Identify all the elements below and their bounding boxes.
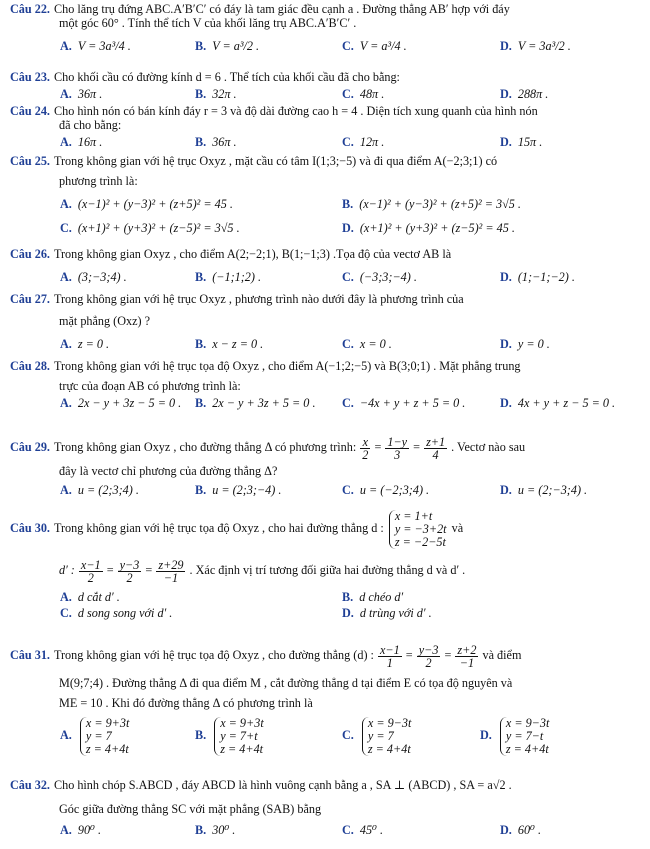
option-b[interactable]: B. (−1;1;2) . (195, 270, 262, 284)
question-text: Cho hình chóp S.ABCD , đáy ABCD là hình vuông cạnh bằng a , SA ⊥ (ABCD) , SA = a√2 . (53, 778, 512, 792)
question-label: Câu 23. (10, 70, 50, 84)
fraction-x: $\frac{x-1}{1}$ (379, 642, 400, 670)
option-c[interactable]: C. x = 0 . (342, 337, 392, 351)
question-label: Câu 27. (10, 292, 50, 306)
question-label: Câu 26. (10, 247, 50, 261)
question-label: Câu 29. (10, 440, 50, 454)
option-b[interactable]: B. 32π . (195, 87, 237, 101)
option-d[interactable]: D. d trùng với d′ . (342, 606, 432, 620)
question-23 (10, 70, 644, 102)
question-label: Câu 31. (10, 648, 50, 662)
option-b[interactable]: B. x − z = 0 . (195, 337, 264, 351)
option-a[interactable]: A. 90⁰ . (60, 823, 102, 837)
option-a[interactable]: A. (3;−3;4) . (60, 270, 127, 284)
question-22 (10, 2, 644, 54)
option-a[interactable]: A. d cắt d′ . (60, 590, 120, 604)
fraction-z: $\frac{z+29}{-1}$ (158, 557, 184, 585)
option-d[interactable]: D. x = 9−3t y = 7−t z = 4+4t (480, 715, 550, 756)
question-text: Trong không gian với hệ trục Oxyz , mặt cầu có tâm I(1;3;−5) và đi qua điểm A(−2;3;1) có (53, 154, 498, 168)
question-32 (10, 776, 644, 838)
question-text-tail: . Vectơ nào sau (451, 440, 526, 454)
question-label: Câu 24. (10, 104, 50, 118)
option-c[interactable]: C. −4x + y + z + 5 = 0 . (342, 396, 466, 410)
line-d-system: x = 1+t y = −3+2t z = −2−5t (389, 510, 447, 549)
option-c[interactable]: C. 45⁰ . (342, 823, 384, 837)
option-b[interactable]: B. 36π . (195, 135, 237, 149)
option-d[interactable]: D. (x+1)² + (y+3)² + (z−5)² = 45 . (342, 221, 515, 235)
option-a[interactable]: A. (x−1)² + (y−3)² + (z+5)² = 45 . (60, 197, 233, 211)
question-label: Câu 25. (10, 154, 50, 168)
fraction-x: $\frac{x}{2}$ (362, 434, 369, 462)
question-text: Trong không gian với hệ trục tọa độ Oxyz , cho đường thẳng (d) : (53, 648, 374, 662)
question-29: Câu 29. Trong không gian Oxyz , cho đường thẳng Δ có phương trình: $\frac{x}{2}$ = $\frac{1-y}{3}$ = $\frac{z+1}{4}$ . Vectơ nào sau đây là vectơ chỉ phương của đường thẳng Δ? A. u = (2;3;4) . B. u = (2;3;−4) . C. u = (−2;3;4) . D. u = (2;−3;4) . (10, 430, 644, 498)
option-d[interactable]: D. (1;−1;−2) . (500, 270, 575, 284)
question-28 (10, 357, 644, 411)
question-text-cont: ME = 10 . Khi đó đường thẳng Δ có phương trình là (59, 696, 313, 710)
fraction-y: $\frac{y-3}{2}$ (418, 642, 439, 670)
option-d[interactable]: D. u = (2;−3;4) . (500, 483, 588, 497)
question-26 (10, 245, 644, 285)
option-b[interactable]: B. 2x − y + 3z + 5 = 0 . (195, 396, 316, 410)
option-c[interactable]: C. (x+1)² + (y+3)² + (z−5)² = 3√5 . (60, 221, 240, 235)
option-d[interactable]: D. 4x + y + z − 5 = 0 . (500, 396, 616, 410)
question-text-cont: mặt phẳng (Oxz) ? (59, 314, 151, 328)
question-text: Trong không gian Oxyz , cho đường thẳng Δ có phương trình: (53, 440, 357, 454)
option-a[interactable]: A. 16π . (60, 135, 103, 149)
question-text: Cho hình nón có bán kính đáy r = 3 và độ dài đường cao h = 4 . Diện tích xung quanh của hình nón (53, 104, 538, 118)
option-b[interactable]: B. 30⁰ . (195, 823, 236, 837)
option-d[interactable]: D. V = 3a³/2 . (500, 39, 571, 53)
option-b[interactable]: B. (x−1)² + (y−3)² + (z+5)² = 3√5 . (342, 197, 521, 211)
question-25 (10, 152, 644, 236)
option-b[interactable]: B. x = 9+3t y = 7+t z = 4+4t (195, 715, 264, 756)
question-text: Cho khối cầu có đường kính d = 6 . Thể tích của khối cầu đã cho bằng: (53, 70, 400, 84)
question-31: Câu 31. Trong không gian với hệ trục tọa độ Oxyz , cho đường thẳng (d) : $\frac{x-1}{1}$ = $\frac{y-3}{2}$ = $\frac{z+2}{-1}$ và điểm M(9;7;4) . Đường thẳng Δ đi qua điểm M , cắt đường thẳng d tại điểm E có tọa độ nguyên và ME = 10 . Khi đó đường thẳng Δ có phương trình là A. x = 9+3t y = 7 z = 4+4t B. x = 9+3t y = 7+t z = 4+4t C. x = 9−3t y = 7 z = 4+4t D. x = 9−3t y = 7−t z = 4+4t (10, 638, 644, 758)
question-label: Câu 28. (10, 359, 50, 373)
option-c[interactable]: C. V = a³/4 . (342, 39, 407, 53)
option-c[interactable]: C. u = (−2;3;4) . (342, 483, 430, 497)
option-a[interactable]: A. 36π . (60, 87, 103, 101)
question-label: Câu 30. (10, 521, 50, 535)
line-d-prime: d′ : $\frac{x-1}{2}$ = $\frac{y-3}{2}$ = $\frac{z+29}{-1}$ . Xác định vị trí tương đối giữa hai đường thẳng d và d′ . (59, 557, 466, 585)
question-text: Trong không gian với hệ trục tọa độ Oxyz , cho điểm A(−1;2;−5) và B(3;0;1) . Mặt phẳng trung (53, 359, 521, 373)
question-text-tail: và (451, 521, 464, 535)
option-a[interactable]: A. x = 9+3t y = 7 z = 4+4t (60, 715, 130, 756)
question-24 (10, 104, 644, 150)
fraction-y: $\frac{y-3}{2}$ (119, 557, 140, 585)
option-c[interactable]: C. d song song với d′ . (60, 606, 173, 620)
option-c[interactable]: C. (−3;3;−4) . (342, 270, 417, 284)
option-d[interactable]: D. 60⁰ . (500, 823, 542, 837)
question-text: Cho lăng trụ đứng ABC.A′B′C′ có đáy là tam giác đều cạnh a . Đường thẳng AB′ hợp với đáy (53, 2, 510, 16)
question-text-cont: một góc 60° . Tính thể tích V của khối lăng trụ ABC.A′B′C′ . (59, 16, 357, 30)
option-d[interactable]: D. y = 0 . (500, 337, 550, 351)
option-b[interactable]: B. d chéo d′ (342, 590, 404, 604)
question-label: Câu 22. (10, 2, 50, 16)
option-d[interactable]: D. 15π . (500, 135, 543, 149)
question-30 (10, 505, 644, 621)
fraction-y: $\frac{1-y}{3}$ (387, 434, 408, 462)
question-text-cont: M(9;7;4) . Đường thẳng Δ đi qua điểm M , cắt đường thẳng d tại điểm E có tọa độ nguyên và (59, 676, 513, 690)
question-27 (10, 292, 644, 352)
question-text-cont: trực của đoạn AB có phương trình là: (59, 379, 241, 393)
option-b[interactable]: B. u = (2;3;−4) . (195, 483, 282, 497)
option-c[interactable]: C. x = 9−3t y = 7 z = 4+4t (342, 715, 412, 756)
question-text: Trong không gian Oxyz , cho điểm A(2;−2;1), B(1;−1;3) .Tọa độ của vectơ AB là (53, 247, 452, 261)
fraction-z: $\frac{z+2}{-1}$ (457, 642, 477, 670)
option-a[interactable]: A. 2x − y + 3z − 5 = 0 . (60, 396, 182, 410)
option-a[interactable]: A. z = 0 . (60, 337, 110, 351)
fraction-z: $\frac{z+1}{4}$ (426, 434, 446, 462)
fraction-x: $\frac{x-1}{2}$ (80, 557, 101, 585)
option-d[interactable]: D. 288π . (500, 87, 549, 101)
question-text-cont: phương trình là: (59, 174, 138, 188)
question-label: Câu 32. (10, 778, 50, 792)
question-text-cont: Góc giữa đường thẳng SC với mặt phẳng (SAB) bằng (59, 802, 322, 816)
option-a[interactable]: A. V = 3a³/4 . (60, 39, 131, 53)
option-c[interactable]: C. 12π . (342, 135, 385, 149)
question-text-cont: đây là vectơ chỉ phương của đường thẳng Δ? (59, 464, 278, 478)
question-text: Trong không gian với hệ trục Oxyz , phương trình nào dưới đây là phương trình của (53, 292, 464, 306)
option-b[interactable]: B. V = a³/2 . (195, 39, 260, 53)
option-a[interactable]: A. u = (2;3;4) . (60, 483, 139, 497)
question-text: Trong không gian với hệ trục tọa độ Oxyz , cho hai đường thẳng d : (53, 521, 384, 535)
question-text-cont: đã cho bằng: (59, 118, 122, 132)
question-text-tail: và điểm (482, 648, 522, 662)
option-c[interactable]: C. 48π . (342, 87, 385, 101)
